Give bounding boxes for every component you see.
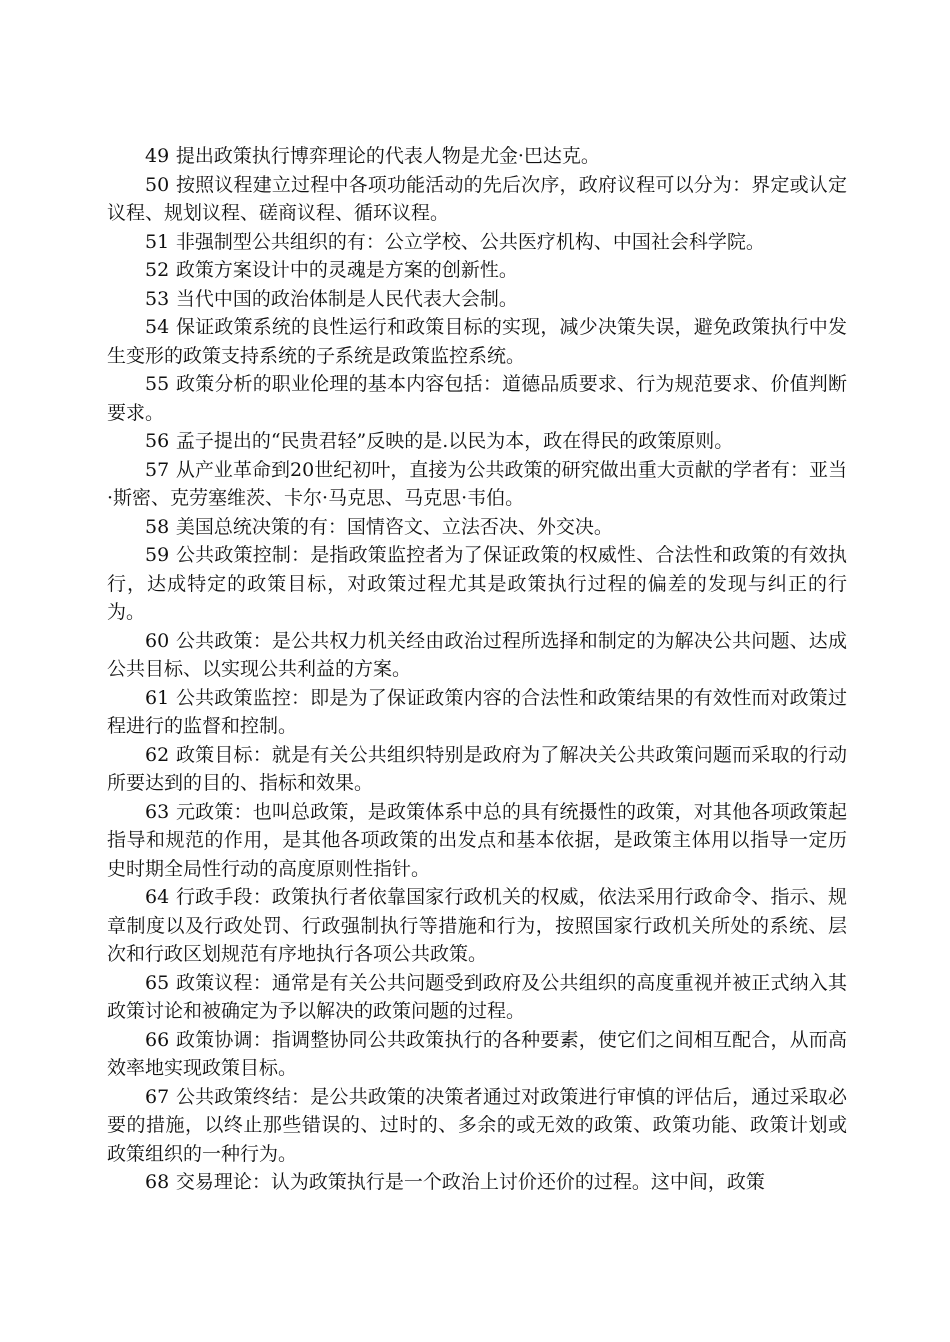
item-text: 当代中国的政治体制是人民代表大会制。 — [175, 287, 518, 310]
list-item — [107, 256, 847, 285]
item-number: 49 — [145, 145, 170, 167]
list-item — [107, 684, 847, 741]
item-text: 元政策：也叫总政策，是政策体系中总的具有统摄性的政策，对其他各项政策起指导和规范的作用，是其他各项政策的出发点和基本依据，是政策主体用以指导一定历史时期全局性行动的高度原则性指针。 — [107, 800, 847, 880]
item-text: 政策目标：就是有关公共组织特别是政府为了解决关公共政策问题而采取的行动所要达到的目的、指标和效果。 — [107, 743, 847, 794]
list-item — [107, 1026, 847, 1083]
item-text: 保证政策系统的良性运行和政策目标的实现，减少决策失误，避免政策执行中发生变形的政策支持系统的子系统是政策监控系统。 — [107, 316, 847, 367]
item-text: 政策分析的职业伦理的基本内容包括：道德品质要求、行为规范要求、价值判断要求。 — [107, 373, 847, 424]
item-number: 55 — [145, 373, 170, 395]
list-item — [107, 313, 847, 370]
item-text: 行政手段：政策执行者依靠国家行政机关的权威，依法采用行政命令、指示、规章制度以及行政处罚、行政强制执行等措施和行为，按照国家行政机关所处的系统、层次和行政区划规范有序地执行各项公共政策。 — [107, 886, 847, 965]
list-item — [107, 142, 847, 171]
item-number: 58 — [145, 515, 170, 538]
list-item — [107, 627, 847, 684]
item-number: 51 — [145, 230, 170, 253]
list-item — [107, 370, 847, 427]
item-number: 67 — [145, 1085, 170, 1108]
item-number: 50 — [145, 173, 170, 196]
list-item — [107, 427, 847, 456]
document-body — [107, 142, 847, 1197]
list-item — [107, 171, 847, 228]
item-number: 52 — [145, 259, 170, 281]
item-text: 政策议程：通常是有关公共问题受到政府及公共组织的高度重视并被正式纳入其政策讨论和被确定为予以解决的政策问题的过程。 — [107, 971, 847, 1022]
item-number: 53 — [145, 287, 170, 310]
list-item — [107, 1168, 847, 1197]
list-item — [107, 228, 847, 257]
list-item — [107, 1083, 847, 1169]
item-text: 公共政策控制：是指政策监控者为了保证政策的权威性、合法性和政策的有效执行，达成特定的政策目标，对政策过程尤其是政策执行过程的偏差的发现与纠正的行为。 — [107, 544, 847, 623]
item-text: 公共政策终结：是公共政策的决策者通过对政策进行审慎的评估后，通过采取必要的措施，以终止那些错误的、过时的、多余的或无效的政策、政策功能、政策计划或政策组织的一种行为。 — [107, 1085, 847, 1165]
list-item — [107, 798, 847, 884]
item-number: 66 — [145, 1028, 170, 1051]
item-number: 68 — [145, 1171, 170, 1193]
item-text: 按照议程建立过程中各项功能活动的先后次序，政府议程可以分为：界定或认定议程、规划议程、磋商议程、循环议程。 — [107, 173, 847, 224]
item-number: 57 — [145, 458, 170, 481]
list-item — [107, 513, 847, 542]
list-item — [107, 741, 847, 798]
item-number: 64 — [145, 886, 170, 908]
item-number: 56 — [145, 430, 170, 452]
item-number: 63 — [145, 800, 170, 823]
list-item — [107, 456, 847, 513]
item-number: 54 — [145, 316, 170, 338]
list-item — [107, 883, 847, 969]
item-text: 公共政策：是公共权力机关经由政治过程所选择和制定的为解决公共问题、达成公共目标、以实现公共利益的方案。 — [107, 629, 847, 680]
item-text: 交易理论：认为政策执行是一个政治上讨价还价的过程。这中间，政策 — [175, 1171, 765, 1193]
item-number: 65 — [145, 971, 170, 994]
item-text: 非强制型公共组织的有：公立学校、公共医疗机构、中国社会科学院。 — [175, 230, 765, 253]
list-item — [107, 541, 847, 627]
item-number: 61 — [145, 686, 170, 709]
item-text: 美国总统决策的有：国情咨文、立法否决、外交决。 — [175, 515, 613, 538]
item-text: 政策协调：指调整协同公共政策执行的各种要素，使它们之间相互配合，从而高效率地实现政策目标。 — [107, 1028, 847, 1079]
item-text: 政策方案设计中的灵魂是方案的创新性。 — [175, 259, 518, 281]
item-number: 60 — [145, 629, 170, 652]
list-item — [107, 285, 847, 314]
item-number: 59 — [145, 544, 170, 566]
item-number: 62 — [145, 743, 170, 766]
item-text: 公共政策监控：即是为了保证政策内容的合法性和政策结果的有效性而对政策过程进行的监督和控制。 — [107, 686, 847, 737]
item-text: 孟子提出的“民贵君轻”反映的是.以民为本，政在得民的政策原则。 — [175, 430, 734, 452]
item-text: 从产业革命到20世纪初叶，直接为公共政策的研究做出重大贡献的学者有：亚当·斯密、克劳塞维茨、卡尔·马克思、马克思·韦伯。 — [107, 458, 847, 509]
item-text: 提出政策执行博弈理论的代表人物是尤金·巴达克。 — [175, 145, 600, 167]
list-item — [107, 969, 847, 1026]
